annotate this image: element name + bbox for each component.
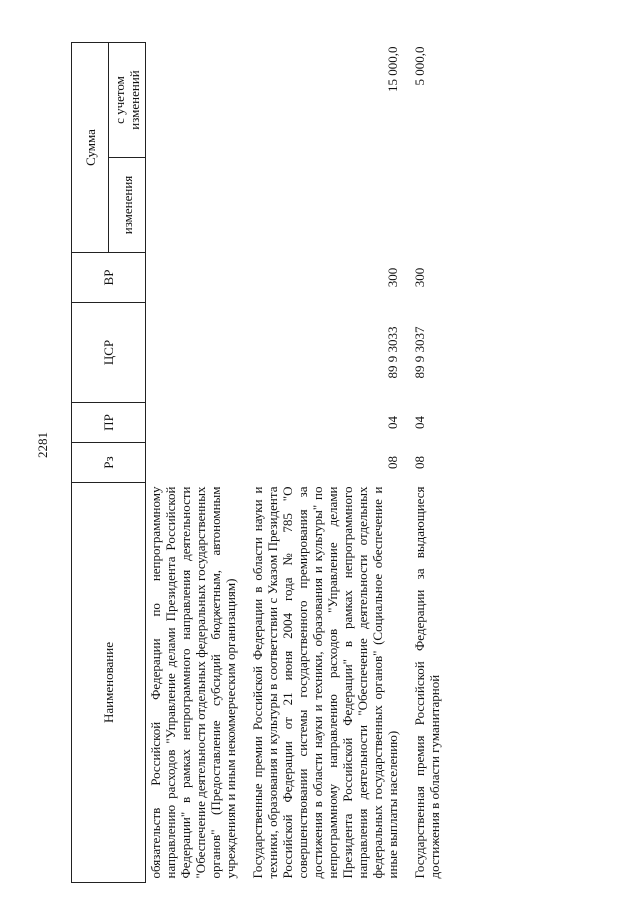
row-pr: 04 bbox=[385, 416, 400, 429]
row-csr bbox=[146, 303, 241, 403]
header-csr: ЦСР bbox=[72, 303, 146, 403]
header-vr: ВР bbox=[72, 253, 146, 303]
table-row bbox=[146, 43, 241, 883]
row-csr: 89 9 3033 bbox=[385, 326, 400, 379]
row-vr: 300 bbox=[385, 267, 400, 288]
table-row bbox=[240, 43, 402, 883]
row-changes bbox=[146, 158, 241, 253]
row-changes bbox=[240, 158, 402, 253]
row-with-changes: 15 000,0 bbox=[385, 46, 400, 92]
header-name: Наименование bbox=[72, 483, 146, 883]
row-name: Государственные премии Российской Федерации в области науки и техники, образования и культуры в соответствии с Указом Президента Российской Федерации от 21 июня 2004 года № 785 "О совершенствовании системы государственного премирования за достижения в области науки и техники, образования и культуры" по непрограммному направлению расходов "Управление делами Президента Российской Федерации" в рамках непрограммного направления деятельности "Обеспечение деятельности отдельных федеральных государственных органов" (Социальное обеспечение и иные выплаты населению) bbox=[250, 486, 400, 879]
page-number: 2281 bbox=[35, 432, 50, 458]
header-sum: Сумма bbox=[72, 43, 109, 253]
header-rz: Рз bbox=[72, 443, 146, 483]
table-row bbox=[402, 43, 444, 883]
header-changes: изменения bbox=[109, 158, 146, 253]
row-vr bbox=[146, 253, 241, 303]
header-with-changes: с учетом изменений bbox=[109, 43, 146, 158]
row-rz: 08 bbox=[412, 456, 427, 469]
row-rz: 08 bbox=[385, 456, 400, 469]
row-vr: 300 bbox=[412, 267, 427, 288]
header-pr: ПР bbox=[72, 403, 146, 443]
row-csr: 89 9 3037 bbox=[412, 326, 427, 379]
row-pr: 04 bbox=[412, 416, 427, 429]
row-name: Государственная премия Российской Федерации за выдающиеся достижения в области гуманитарной bbox=[412, 486, 442, 879]
table-header bbox=[72, 43, 146, 883]
budget-table bbox=[71, 42, 444, 883]
row-rz bbox=[146, 443, 241, 483]
row-pr bbox=[146, 403, 241, 443]
row-with-changes: 5 000,0 bbox=[412, 46, 427, 86]
row-with-changes bbox=[146, 43, 241, 158]
row-changes bbox=[402, 158, 444, 253]
row-name: обязательств Российской Федерации по непрограммному направлению расходов "Управление делами Президента Российской Федерации" в рамках непрограммного направления деятельности "Обеспечение деятельности отдельных федеральных государственных органов" (Предоставление субсидий бюджетным, автономным учреждениям и иным некоммерческим организациям) bbox=[148, 486, 238, 879]
rotated-sheet bbox=[71, 43, 581, 883]
